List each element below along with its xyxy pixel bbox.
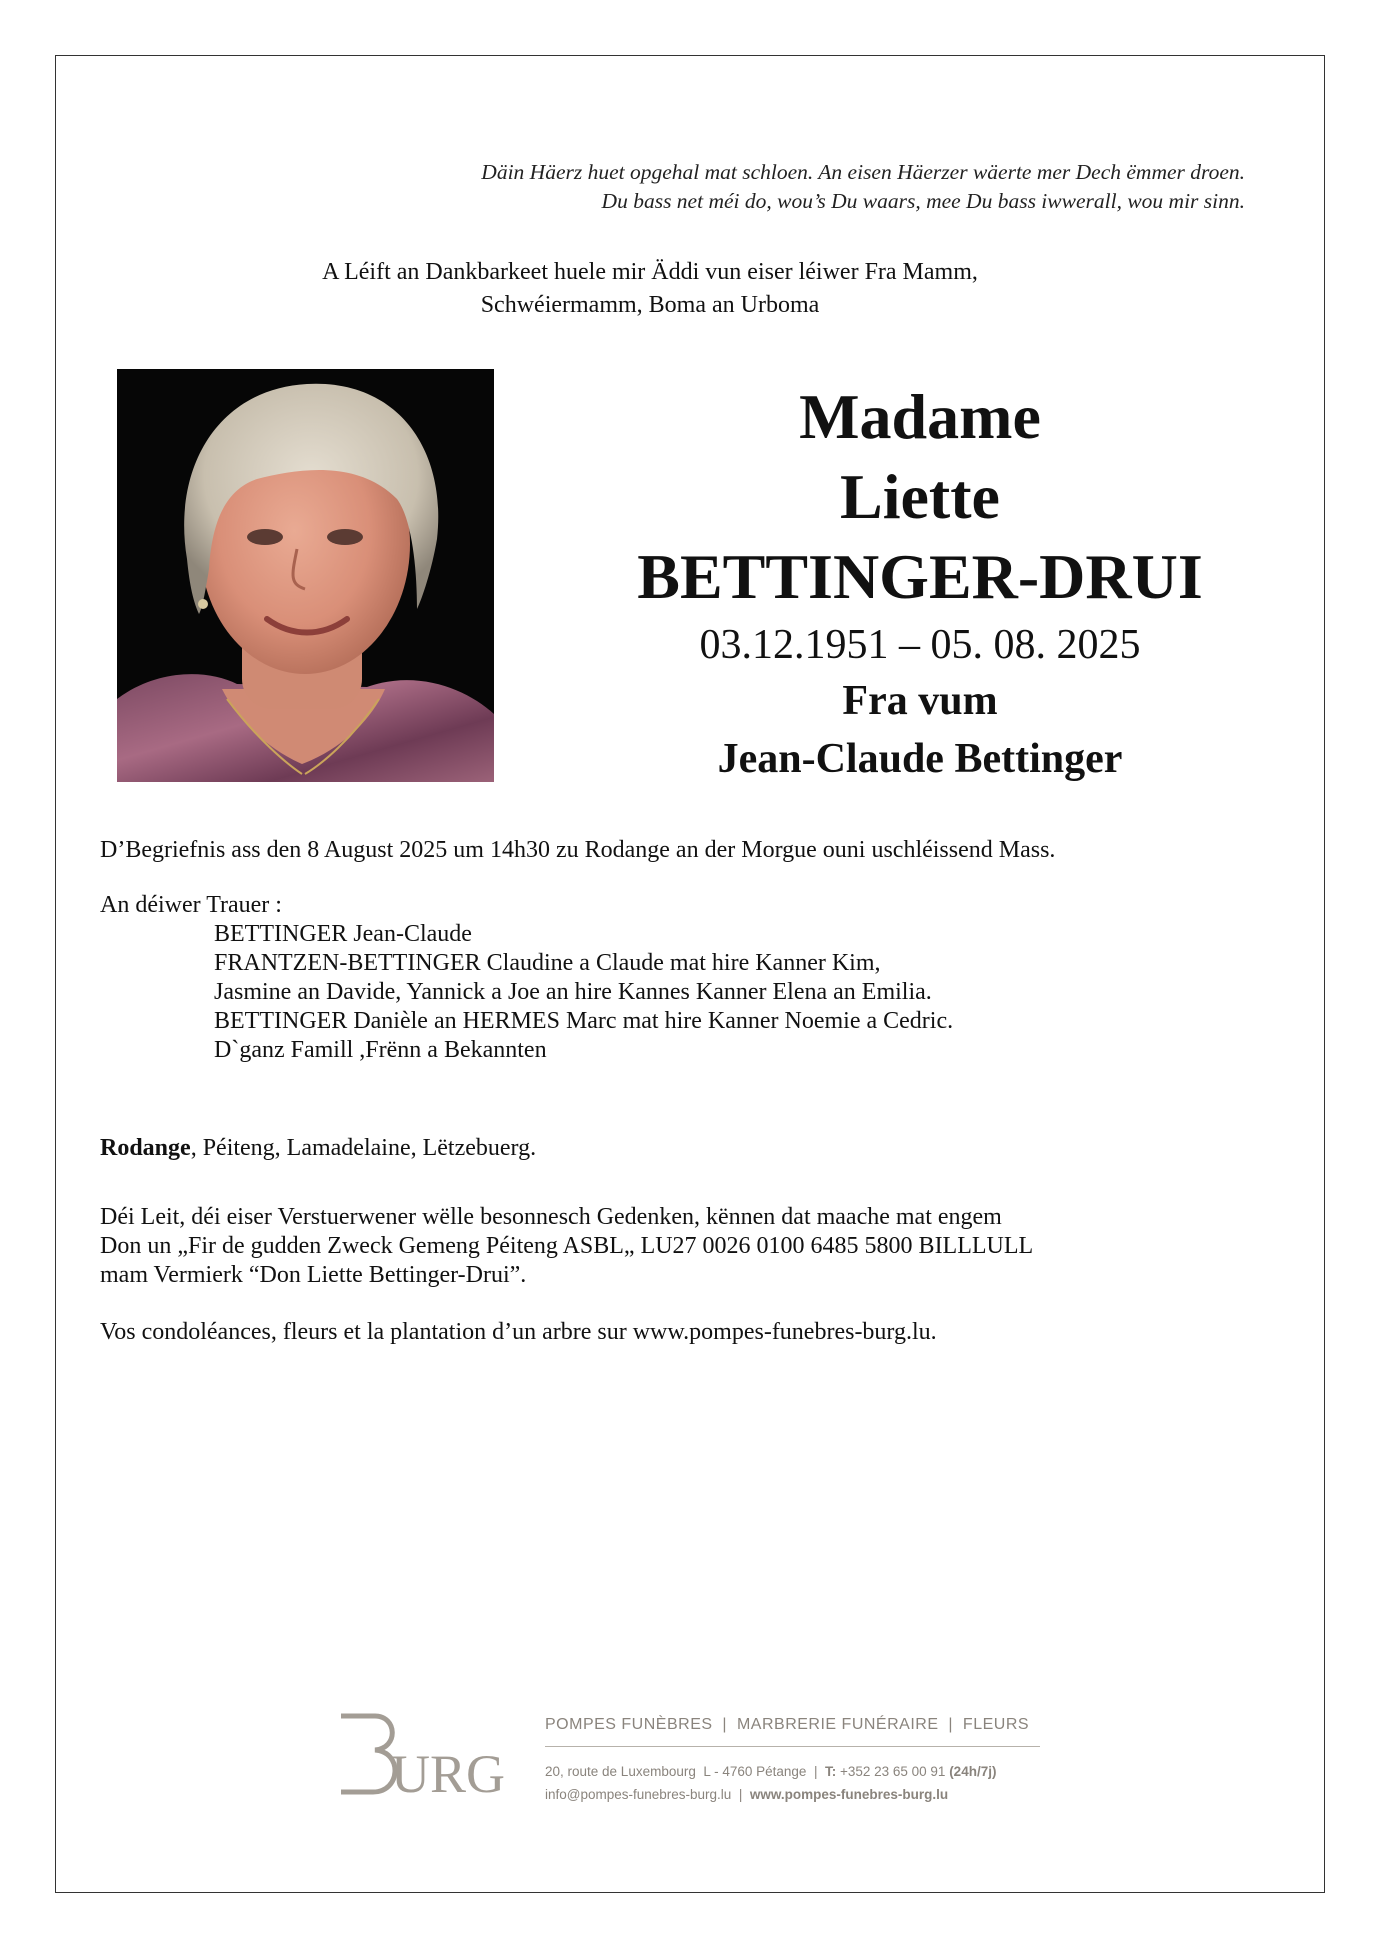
donation-line-3: mam Vermierk “Don Liette Bettinger-Drui”. (100, 1262, 527, 1288)
footer-phone-hours: (24h/7j) (949, 1764, 997, 1779)
footer-email[interactable]: info@pompes-funebres-burg.lu (545, 1787, 732, 1802)
intro-text (150, 256, 1150, 322)
places-line (100, 1134, 1300, 1163)
footer-address: 20, route de Luxembourg L - 4760 Pétange | (545, 1764, 825, 1779)
donation-line-1: Déi Leit, déi eiser Verstuerwener wëlle besonnesch Gedenken, kënnen dat maache mat engem (100, 1204, 1002, 1230)
footer-website[interactable]: www.pompes-funebres-burg.lu (749, 1787, 949, 1802)
condolences-line: Vos condoléances, fleurs et la plantation d’un arbre sur www.pompes-funebres-burg.lu. (100, 1319, 937, 1345)
mourner-line: BETTINGER Danièle an HERMES Marc mat hire Kanner Noemie a Cedric. (214, 1008, 954, 1034)
portrait-photo (117, 369, 494, 782)
deceased-first-name: Liette (840, 461, 1000, 532)
relation-line-1: Fra vum (842, 678, 998, 724)
svg-text:URG: URG (391, 1744, 505, 1800)
deceased-title: Madame (799, 381, 1041, 452)
epigraph (250, 158, 1245, 216)
deceased-dates: 03.12.1951 – 05. 08. 2025 (699, 622, 1141, 668)
intro-line-1: A Léift an Dankbarkeet huele mir Äddi vun eiser léiwer Fra Mamm, (322, 259, 978, 285)
mourner-line: BETTINGER Jean-Claude (214, 921, 472, 947)
footer-services: POMPES FUNÈBRES | MARBRERIE FUNÉRAIRE | FLEURS (545, 1716, 1030, 1733)
footer-phone-label: T: (824, 1764, 837, 1779)
mourning-section (100, 891, 1300, 1065)
mourning-heading: An déiwer Trauer : (100, 892, 282, 918)
places-rest: , Péiteng, Lamadelaine, Lëtzebuerg. (190, 1135, 537, 1161)
burg-logo (335, 1710, 505, 1800)
footer-address-line (545, 1764, 1105, 1779)
footer-separator: | (731, 1787, 750, 1802)
mourner-line: Jasmine an Davide, Yannick a Joe an hire Kannes Kanner Elena an Emilia. (214, 979, 932, 1005)
funeral-notice: D’Begriefnis ass den 8 August 2025 um 14h30 zu Rodange an der Morgue ouni uschléissend Mass. (100, 837, 1056, 863)
footer-contact-line (545, 1787, 1105, 1802)
mourner-line: D`ganz Famill ,Frënn a Bekannten (214, 1037, 547, 1063)
mourner-line: FRANTZEN-BETTINGER Claudine a Claude mat hire Kanner Kim, (214, 950, 881, 976)
intro-line-2: Schwéiermamm, Boma an Urboma (480, 292, 820, 318)
epigraph-line-1: Däin Häerz huet opgehal mat schloen. An eisen Häerzer wäerte mer Dech ëmmer droen. (481, 160, 1245, 184)
donation-line-2: Don un „Fir de gudden Zweck Gemeng Péiteng ASBL„ LU27 0026 0100 6485 5800 BILLLULL (100, 1233, 1034, 1259)
places-bold: Rodange (100, 1135, 191, 1161)
relation-line-2: Jean-Claude Bettinger (717, 736, 1123, 782)
footer-phone: +352 23 65 00 91 (836, 1764, 950, 1779)
deceased-surname: BETTINGER-DRUI (637, 541, 1203, 612)
footer-divider (545, 1746, 1040, 1747)
epigraph-line-2: Du bass net méi do, wou’s Du waars, mee Du bass iwwerall, wou mir sinn. (601, 189, 1245, 213)
donation-text (100, 1203, 1300, 1290)
